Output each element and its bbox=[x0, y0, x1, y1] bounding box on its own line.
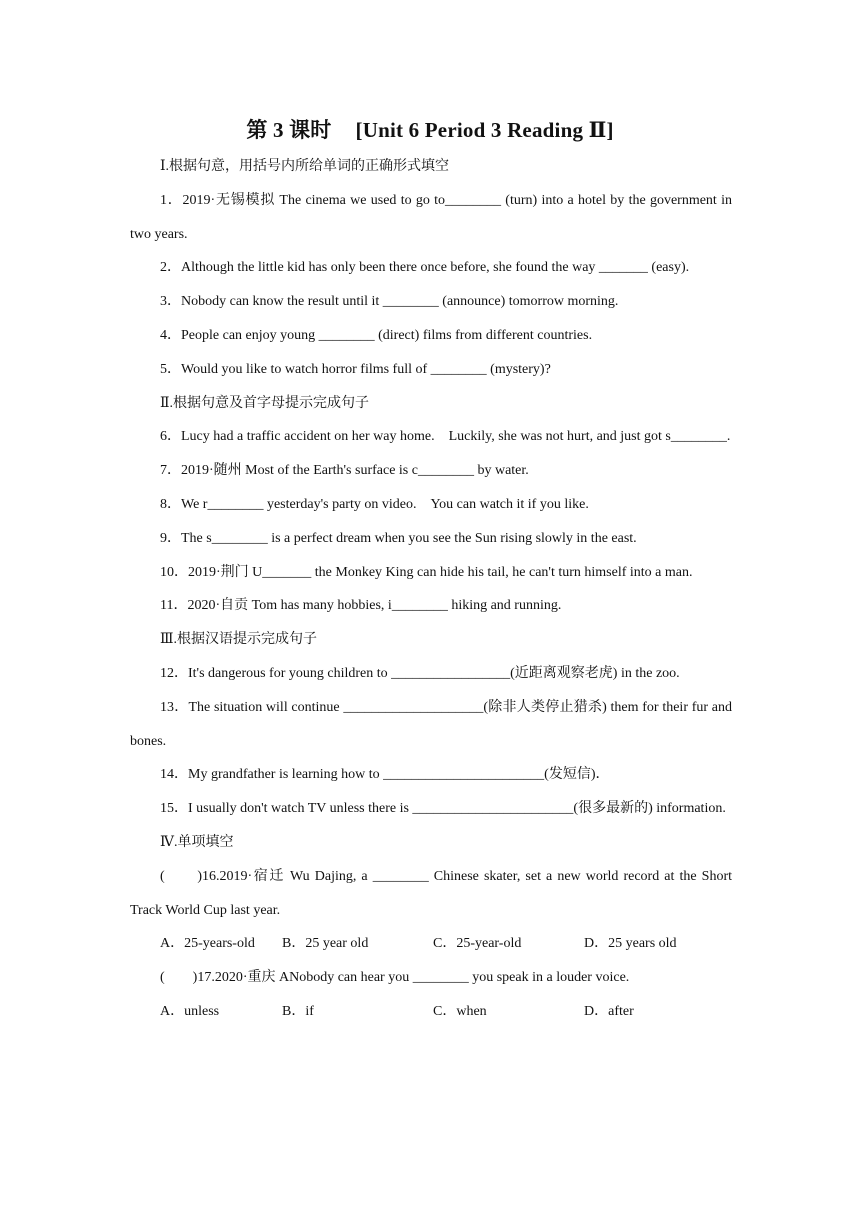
question-12: 12．It's dangerous for young children to _________________(近距离观察老虎) in the zoo. bbox=[160, 665, 680, 681]
question-1: 1．2019·无锡模拟 The cinema we used to go to________ (turn) into a hotel by the government in two years. bbox=[130, 192, 732, 242]
option-d: D．after bbox=[584, 1003, 634, 1019]
question-16-options bbox=[130, 927, 732, 961]
option-b: B．if bbox=[282, 1003, 314, 1019]
option-d: D．25 years old bbox=[584, 936, 677, 952]
title-unit: [Unit 6 Period 3 Reading Ⅱ] bbox=[355, 118, 614, 142]
question-9: 9．The s________ is a perfect dream when you see the Sun rising slowly in the east. bbox=[160, 530, 637, 546]
question-8: 8．We r________ yesterday's party on video. You can watch it if you like. bbox=[160, 496, 589, 512]
section-heading-3: Ⅲ.根据汉语提示完成句子 bbox=[160, 632, 318, 648]
option-b: B．25 year old bbox=[282, 936, 369, 952]
title-lesson: 第 3 课时 bbox=[246, 118, 332, 142]
question-15: 15．I usually don't watch TV unless there is _______________________(很多最新的) information. bbox=[160, 801, 726, 817]
option-c: C．25-year-old bbox=[433, 936, 522, 952]
question-6: 6．Lucy had a traffic accident on her way home. Luckily, she was not hurt, and just got s________. bbox=[160, 429, 731, 445]
option-c: C．when bbox=[433, 1003, 487, 1019]
question-5: 5．Would you like to watch horror films full of ________ (mystery)? bbox=[160, 361, 551, 377]
section-heading-4: Ⅳ.单项填空 bbox=[160, 834, 234, 850]
question-2: 2．Although the little kid has only been there once before, she found the way _______ (easy). bbox=[160, 260, 690, 276]
option-a: A．25-years-old bbox=[160, 936, 255, 952]
section-heading-2: Ⅱ.根据句意及首字母提示完成句子 bbox=[160, 395, 370, 411]
question-11: 11．2020·自贡 Tom has many hobbies, i________ hiking and running. bbox=[160, 598, 562, 614]
worksheet-content bbox=[130, 150, 732, 1029]
page-title bbox=[0, 114, 860, 144]
question-14: 14．My grandfather is learning how to _______________________(发短信)． bbox=[160, 767, 610, 783]
option-a: A．unless bbox=[160, 1003, 220, 1019]
question-10: 10．2019·荆门 U_______ the Monkey King can hide his tail, he can't turn himself into a man. bbox=[160, 564, 693, 580]
section-heading-1: Ⅰ.根据句意，用括号内所给单词的正确形式填空 bbox=[160, 159, 450, 174]
question-7: 7．2019·随州 Most of the Earth's surface is c________ by water. bbox=[160, 463, 529, 479]
question-17-options bbox=[130, 995, 732, 1029]
question-16: ( )16.2019·宿迁 Wu Dajing, a ________ Chinese skater, set a new world record at the Short Track World Cup last year. bbox=[130, 868, 732, 918]
question-4: 4．People can enjoy young ________ (direct) films from different countries. bbox=[160, 327, 593, 343]
question-17: ( )17.2020·重庆 ANobody can hear you ________ you speak in a louder voice. bbox=[160, 970, 630, 986]
question-3: 3．Nobody can know the result until it ________ (announce) tomorrow morning. bbox=[160, 294, 619, 310]
question-13: 13．The situation will continue ____________________(除非人类停止猎杀) them for their fur and bones. bbox=[130, 699, 732, 749]
